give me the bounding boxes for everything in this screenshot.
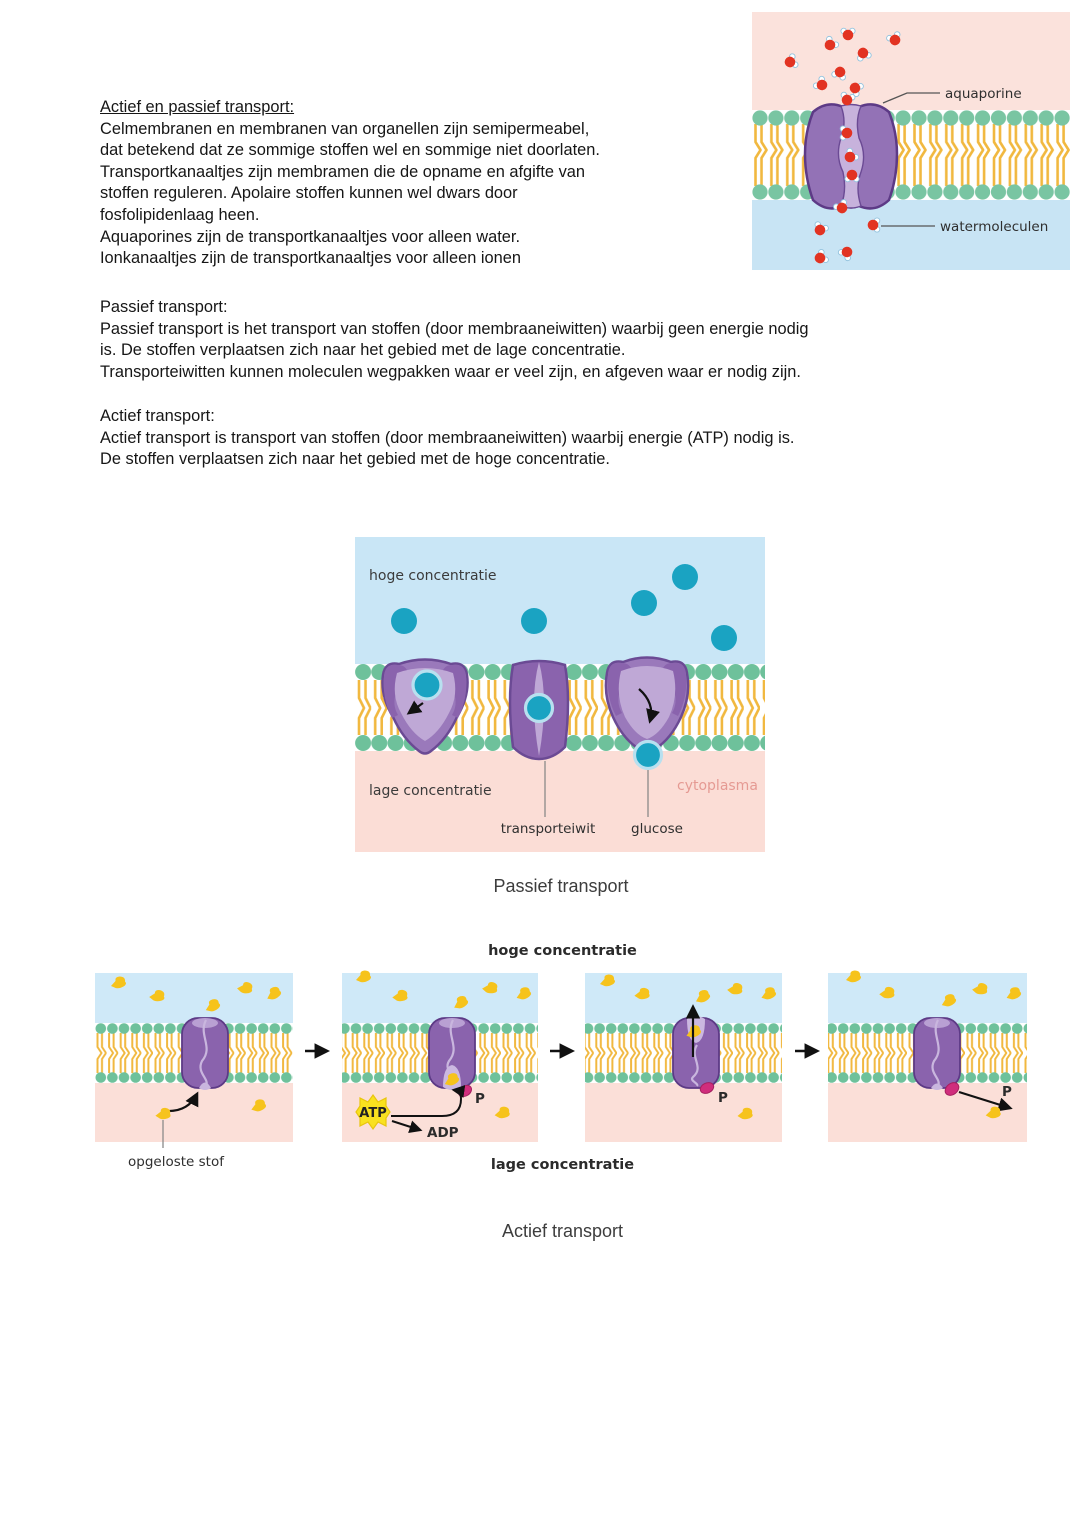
opgeloste-stof-label: opgeloste stof bbox=[128, 1154, 224, 1170]
passief-paragraph bbox=[100, 297, 809, 383]
section-heading: Passief transport: bbox=[100, 298, 228, 316]
hoge-concentratie-label: hoge concentratie bbox=[488, 943, 637, 959]
intro-line: dat betekend dat ze sommige stoffen wel en sommige niet doorlaten. bbox=[100, 141, 600, 160]
pump-protein-step1 bbox=[182, 1018, 228, 1090]
intro-line: fosfolipidenlaag heen. bbox=[100, 205, 260, 224]
panel-backgrounds bbox=[95, 973, 1027, 1142]
passief-line: Passief transport is het transport van stoffen (door membraaneiwitten) waarbij geen energie nodig bbox=[100, 319, 809, 338]
hoge-concentratie-area bbox=[355, 537, 765, 664]
transport-protein-closed bbox=[510, 661, 568, 759]
intro-line: stoffen reguleren. Apolaire stoffen kunnen wel dwars door bbox=[100, 184, 518, 203]
adp-label: ADP bbox=[427, 1125, 459, 1141]
actief-line: Actief transport is transport van stoffen (door membraaneiwitten) waarbij energie (ATP) nodig is. bbox=[100, 428, 795, 447]
glucose-label: glucose bbox=[631, 821, 683, 837]
phosphate-label: P bbox=[475, 1091, 485, 1107]
intro-paragraph bbox=[100, 97, 600, 270]
actief-line: De stoffen verplaatsen zich naar het gebied met de hoge concentratie. bbox=[100, 450, 610, 469]
intro-line: Aquaporines zijn de transportkanaaltjes voor alleen water. bbox=[100, 227, 521, 246]
watermoleculen-label: watermoleculen bbox=[940, 219, 1049, 235]
page-title: Actief en passief transport: bbox=[100, 98, 295, 116]
section-heading: Actief transport: bbox=[100, 407, 215, 425]
passief-transport-figure bbox=[355, 537, 765, 852]
lage-concentratie-label: lage concentratie bbox=[490, 1157, 635, 1173]
pump-protein-step3 bbox=[673, 1016, 719, 1095]
passief-line: is. De stoffen verplaatsen zich naar het gebied met de lage concentratie. bbox=[100, 341, 626, 360]
aquaporine-figure bbox=[752, 12, 1070, 270]
aquaporine-label: aquaporine bbox=[945, 86, 1022, 102]
lage-concentratie-label: lage concentratie bbox=[369, 783, 492, 799]
actief-transport-figure bbox=[90, 965, 1035, 1180]
passief-line: Transporteiwitten kunnen moleculen wegpakken waar er veel zijn, en afgeven waar er nodig zijn. bbox=[100, 362, 801, 381]
intro-line: Transportkanaaltjes zijn membramen die de opname en afgifte van bbox=[100, 162, 586, 181]
atp-label: ATP bbox=[359, 1106, 387, 1121]
transporteiwit-label: transporteiwit bbox=[500, 821, 596, 837]
pump-protein-step4 bbox=[914, 1018, 960, 1090]
atp-starburst bbox=[356, 1095, 390, 1129]
phosphate-label: P bbox=[718, 1090, 728, 1106]
hoge-concentratie-label: hoge concentratie bbox=[369, 568, 497, 584]
intro-line: Ionkanaaltjes zijn de transportkanaaltjes voor alleen ionen bbox=[100, 249, 521, 268]
extracellular-pink-area bbox=[752, 12, 1070, 110]
cytoplasma-label: cytoplasma bbox=[677, 778, 758, 794]
glucose-exiting bbox=[635, 742, 662, 769]
actief-paragraph bbox=[100, 406, 795, 471]
passief-figure-caption: Passief transport bbox=[493, 876, 629, 896]
intro-line: Celmembranen en membranen van organellen zijn semipermeabel, bbox=[100, 119, 590, 138]
lipid-bilayer bbox=[752, 110, 1070, 200]
phosphate-label: P bbox=[1002, 1084, 1012, 1100]
intracellular-blue-area bbox=[752, 200, 1070, 270]
actief-figure-caption: Actief transport bbox=[501, 1221, 624, 1241]
